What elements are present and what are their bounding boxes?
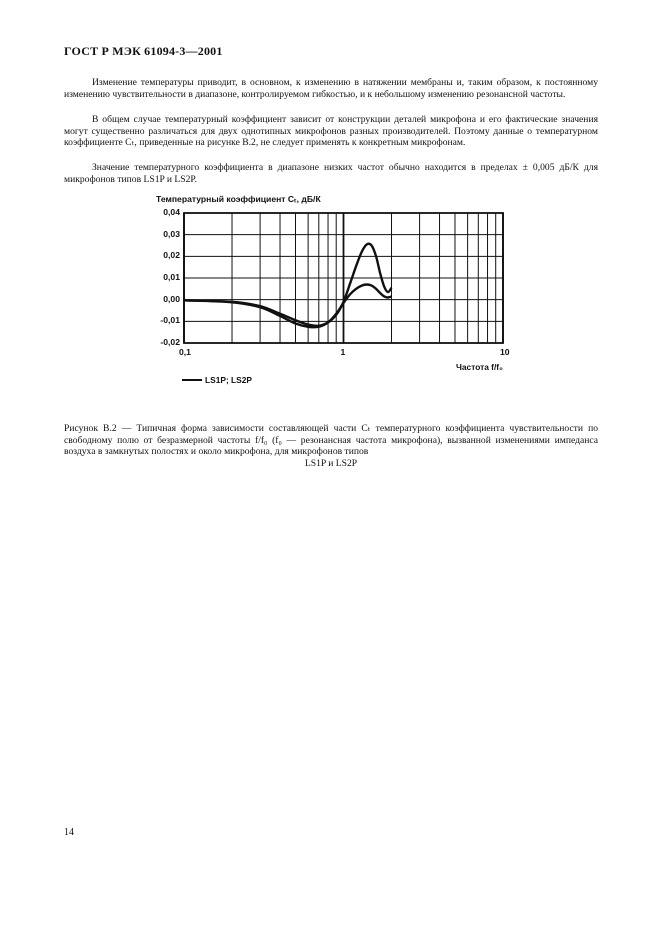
chart-title: Температурный коэффициент Cₜ, дБ/К	[156, 194, 321, 204]
x-tick-label: 0,1	[179, 347, 191, 357]
y-tick-label: 0,02	[163, 250, 180, 261]
paragraph-1: Изменение температуры приводит, в основном, к изменению в натяжении мембраны и, таким образом, к постоянному изменению чувствительности в диапазоне, контролируемом гибкостью, и к небольшому изменению резонансной частоты.	[64, 77, 598, 100]
y-tick-label: -0,02	[160, 337, 180, 347]
y-tick-label: -0,01	[160, 315, 180, 326]
figure-caption	[64, 423, 598, 469]
document-header: ГОСТ Р МЭК 61094-3—2001	[64, 44, 223, 58]
paragraph-2: В общем случае температурный коэффициент зависит от конструкции деталей микрофона и его фактические значения могут существенно различаться для двух однотипных микрофонов разных производителей. Поэтому данные о температурном коэффициенте Cₜ, приведенные на рисунке B.2, не следует применять к конкретным микрофонам.	[64, 114, 598, 149]
legend-text: LS1P; LS2P	[205, 375, 253, 385]
y-tick-label: 0,04	[163, 207, 180, 217]
page-number: 14	[64, 827, 74, 838]
y-tick-label: 0,01	[163, 272, 180, 282]
chart-legend	[182, 375, 252, 385]
y-tick-label: 0,03	[163, 228, 180, 239]
chart-figure	[140, 192, 520, 392]
series-line-ls2p	[184, 285, 392, 328]
x-tick-label: 1	[340, 347, 346, 357]
y-tick-label: 0,00	[163, 293, 180, 304]
caption-line-last: LS1P и LS2P	[304, 457, 358, 469]
legend-line-icon	[182, 379, 202, 381]
x-axis-label: Частота f/f₀	[456, 362, 503, 372]
x-tick-label: 10	[500, 347, 510, 357]
paragraph-3: Значение температурного коэффициента в диапазоне низких частот обычно находится в пределах ± 0,005 дБ/К для микрофонов типов LS1P и LS2P.	[64, 162, 598, 185]
caption-line-main: Рисунок B.2 — Типичная форма зависимости составляющей части Cₜ температурного коэффициента чувствительности по свободному полю от безразмерной частоты f/f₀ (f₀ — резонансная частота микрофона), вызванной изменениями импеданса воздуха в замкнутых полостях и около микрофона, для микрофонов типов	[64, 423, 598, 458]
